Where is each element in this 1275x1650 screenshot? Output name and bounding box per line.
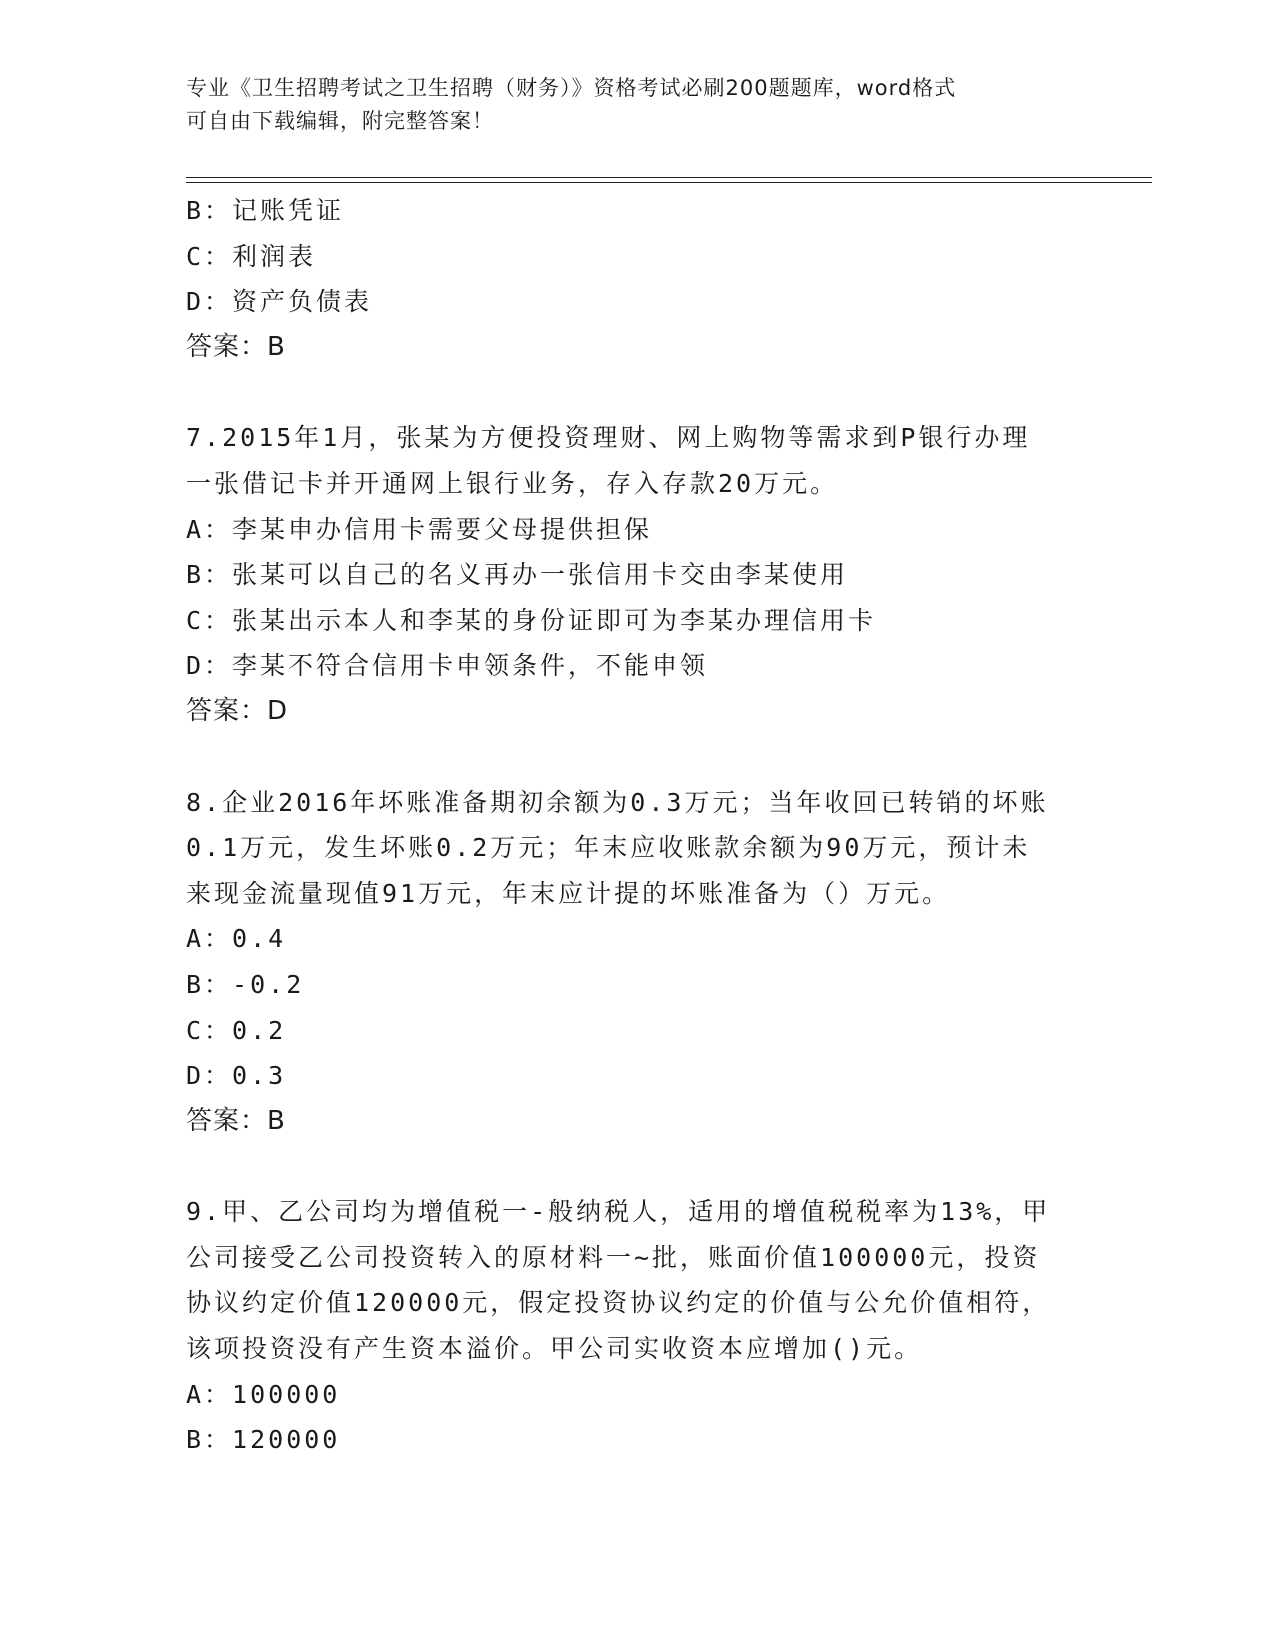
option-line: B：张某可以自己的名义再办一张信用卡交由李某使用	[186, 560, 849, 590]
question-6-block	[186, 188, 1086, 370]
option-line: D：李某不符合信用卡申领条件，不能申领	[186, 651, 709, 681]
header-divider-bottom	[186, 182, 1152, 183]
answer-line: 答案：B	[186, 1105, 286, 1136]
question-stem-line: 一张借记卡并开通网上银行业务，存入存款20万元。	[186, 468, 839, 498]
option-line: C：张某出示本人和李某的身份证即可为李某办理信用卡	[186, 605, 877, 635]
question-stem-line: 协议约定价值120000元，假定投资协议约定的价值与公允价值相符，	[186, 1288, 1051, 1318]
question-stem-line: 公司接受乙公司投资转入的原材料一~批，账面价值100000元，投资	[186, 1242, 1041, 1272]
option-line: C：利润表	[186, 241, 317, 271]
header-line-2: 可自由下载编辑，附完整答案！	[186, 109, 494, 133]
question-7-block	[186, 415, 1086, 734]
option-line: A：李某申办信用卡需要父母提供担保	[186, 514, 653, 544]
option-line: A：0.4	[186, 924, 287, 954]
option-line: D：资产负债表	[186, 287, 373, 317]
question-stem-line: 8.企业2016年坏账准备期初余额为0.3万元；当年收回已转销的坏账	[186, 787, 1049, 817]
header-line-1: 专业《卫生招聘考试之卫生招聘（财务）》资格考试必刷200题题库，word格式	[186, 76, 957, 100]
spacer	[186, 370, 1086, 415]
question-stem-line: 9.甲、乙公司均为增值税一-般纳税人，适用的增值税税率为13%，甲	[186, 1197, 1051, 1227]
question-stem-line: 来现金流量现值91万元，年末应计提的坏账准备为（）万元。	[186, 878, 951, 908]
question-8-block	[186, 780, 1086, 1145]
spacer	[186, 1144, 1086, 1189]
question-stem-line: 7.2015年1月，张某为方便投资理财、网上购物等需求到P银行办理	[186, 423, 1031, 453]
answer-line: 答案：D	[186, 695, 289, 726]
option-line: B：120000	[186, 1425, 341, 1455]
document-body	[186, 188, 1086, 1463]
question-9-block	[186, 1189, 1086, 1463]
header-divider-top	[186, 177, 1152, 178]
option-line: C：0.2	[186, 1015, 287, 1045]
question-stem-line: 0.1万元，发生坏账0.2万元；年末应收账款余额为90万元，预计未	[186, 833, 1031, 863]
spacer	[186, 735, 1086, 780]
option-line: D：0.3	[186, 1061, 287, 1091]
option-line: B：记账凭证	[186, 196, 345, 225]
document-header	[186, 72, 1066, 138]
option-line: B：-0.2	[186, 969, 305, 999]
option-line: A：100000	[186, 1379, 341, 1409]
question-stem-line: 该项投资没有产生资本溢价。甲公司实收资本应增加()元。	[186, 1334, 923, 1364]
answer-line: 答案：B	[186, 331, 286, 362]
